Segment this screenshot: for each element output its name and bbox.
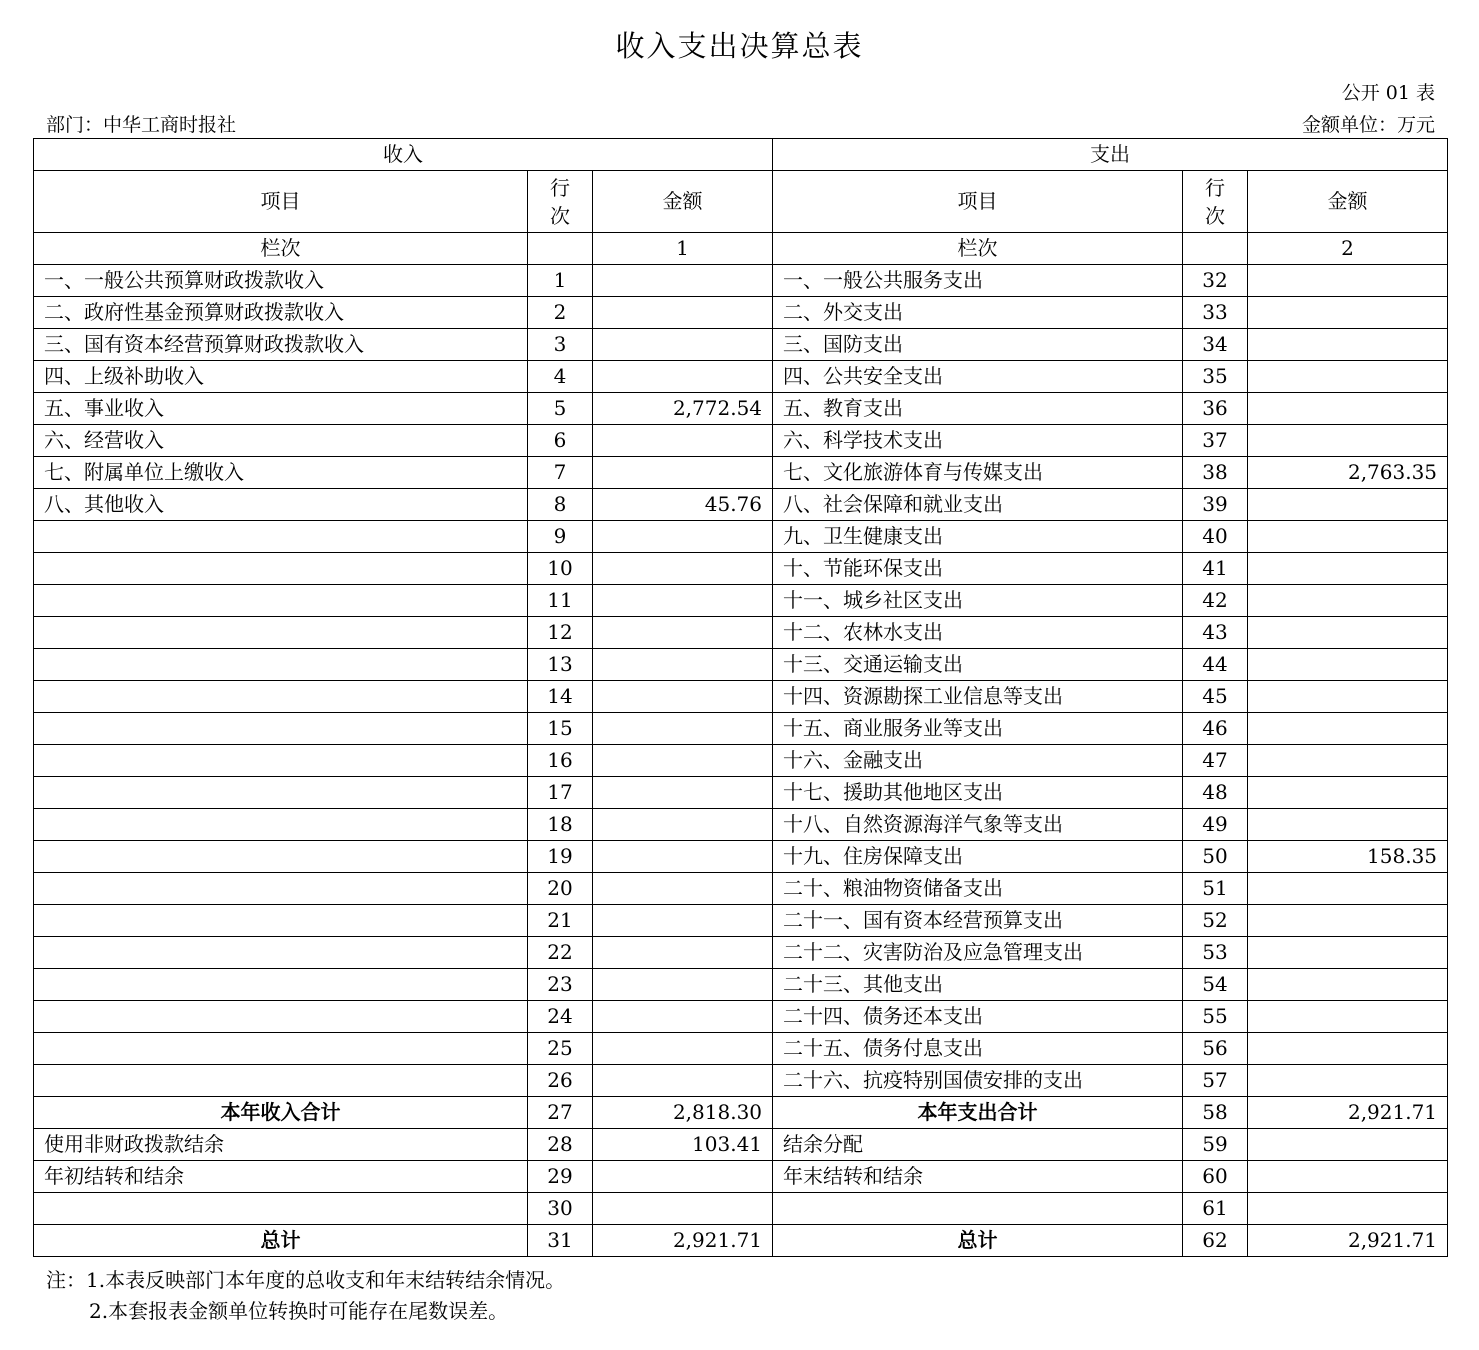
income-row-no: 2 (528, 297, 593, 329)
expense-item: 三、国防支出 (773, 329, 1183, 361)
unit-label: 金额单位：万元 (1301, 114, 1435, 136)
table-row (34, 969, 1448, 1001)
expense-amount (1248, 809, 1448, 841)
expense-item: 二十二、灾害防治及应急管理支出 (773, 937, 1183, 969)
expense-item: 十、节能环保支出 (773, 553, 1183, 585)
expense-row-no: 54 (1183, 969, 1248, 1001)
table-row (34, 265, 1448, 297)
income-amount (593, 841, 773, 873)
expense-amount (1248, 297, 1448, 329)
expense-row-no: 43 (1183, 617, 1248, 649)
expense-amount (1248, 329, 1448, 361)
expense-amount: 2,921.71 (1248, 1225, 1448, 1257)
income-amount (593, 617, 773, 649)
income-item: 二、政府性基金预算财政拨款收入 (34, 297, 528, 329)
expense-amount: 158.35 (1248, 841, 1448, 873)
rowno-char-1: 行 (550, 175, 570, 200)
expense-row-no: 41 (1183, 553, 1248, 585)
income-item: 四、上级补助收入 (34, 361, 528, 393)
income-amount (593, 1065, 773, 1097)
expense-amount: 2,921.71 (1248, 1097, 1448, 1129)
income-row-no: 14 (528, 681, 593, 713)
income-amount (593, 681, 773, 713)
expense-row-no: 33 (1183, 297, 1248, 329)
expense-item: 二、外交支出 (773, 297, 1183, 329)
expense-amount (1248, 1193, 1448, 1225)
expense-item: 二十三、其他支出 (773, 969, 1183, 1001)
expense-amount (1248, 585, 1448, 617)
expense-item: 十二、农林水支出 (773, 617, 1183, 649)
notes (46, 1265, 565, 1327)
income-row-no: 16 (528, 745, 593, 777)
expense-amount (1248, 1065, 1448, 1097)
expense-item: 一、一般公共服务支出 (773, 265, 1183, 297)
expense-amount (1248, 553, 1448, 585)
expense-item: 十五、商业服务业等支出 (773, 713, 1183, 745)
income-item (34, 745, 528, 777)
income-row-no: 27 (528, 1097, 593, 1129)
income-row-no: 5 (528, 393, 593, 425)
expense-amount (1248, 713, 1448, 745)
income-amount: 2,818.30 (593, 1097, 773, 1129)
income-row-no: 30 (528, 1193, 593, 1225)
expense-item: 十四、资源勘探工业信息等支出 (773, 681, 1183, 713)
table-row (34, 297, 1448, 329)
expense-row-no: 47 (1183, 745, 1248, 777)
table-row (34, 905, 1448, 937)
income-row-no: 29 (528, 1161, 593, 1193)
income-amount (593, 969, 773, 1001)
table-row (34, 553, 1448, 585)
expense-item: 十一、城乡社区支出 (773, 585, 1183, 617)
income-amount: 2,772.54 (593, 393, 773, 425)
income-column-index: 1 (593, 233, 773, 265)
table-row (34, 1065, 1448, 1097)
income-rowno-header (528, 171, 593, 233)
income-amount (593, 585, 773, 617)
expense-amount (1248, 521, 1448, 553)
income-amount (593, 329, 773, 361)
table-row (34, 1129, 1448, 1161)
income-amount (593, 553, 773, 585)
income-item (34, 873, 528, 905)
expense-item: 十九、住房保障支出 (773, 841, 1183, 873)
table-row (34, 1193, 1448, 1225)
income-amount (593, 745, 773, 777)
expense-item-header: 项目 (773, 171, 1183, 233)
expense-column-label: 栏次 (773, 233, 1183, 265)
income-item (34, 1065, 528, 1097)
income-row-no: 6 (528, 425, 593, 457)
income-row-no: 13 (528, 649, 593, 681)
table-row (34, 1001, 1448, 1033)
expense-row-no: 55 (1183, 1001, 1248, 1033)
income-amount (593, 809, 773, 841)
expense-amount (1248, 617, 1448, 649)
income-item (34, 585, 528, 617)
expense-item: 总计 (773, 1225, 1183, 1257)
table-row (34, 425, 1448, 457)
expense-amount (1248, 649, 1448, 681)
income-item (34, 1193, 528, 1225)
income-item (34, 617, 528, 649)
income-row-no: 28 (528, 1129, 593, 1161)
income-row-no: 18 (528, 809, 593, 841)
expense-item: 七、文化旅游体育与传媒支出 (773, 457, 1183, 489)
income-amount (593, 905, 773, 937)
expense-item: 本年支出合计 (773, 1097, 1183, 1129)
rowno-char-2: 次 (1205, 203, 1226, 228)
expense-row-no: 58 (1183, 1097, 1248, 1129)
expense-amount (1248, 1001, 1448, 1033)
expense-amount (1248, 777, 1448, 809)
expense-row-no: 50 (1183, 841, 1248, 873)
expense-item: 六、科学技术支出 (773, 425, 1183, 457)
expense-row-no: 62 (1183, 1225, 1248, 1257)
expense-row-no: 36 (1183, 393, 1248, 425)
income-row-no: 24 (528, 1001, 593, 1033)
income-row-no: 3 (528, 329, 593, 361)
note-2: 2.本套报表金额单位转换时可能存在尾数误差。 (89, 1299, 509, 1323)
table-row (34, 873, 1448, 905)
table-row (34, 649, 1448, 681)
expense-row-no: 53 (1183, 937, 1248, 969)
income-item (34, 553, 528, 585)
income-row-no: 4 (528, 361, 593, 393)
income-item (34, 969, 528, 1001)
income-amount (593, 265, 773, 297)
expense-amount (1248, 745, 1448, 777)
department-label: 部门：中华工商时报社 (46, 114, 237, 136)
income-item (34, 809, 528, 841)
table-row (34, 329, 1448, 361)
expense-item: 二十六、抗疫特别国债安排的支出 (773, 1065, 1183, 1097)
expense-row-no: 40 (1183, 521, 1248, 553)
income-item (34, 681, 528, 713)
expense-item (773, 1193, 1183, 1225)
table-row (34, 937, 1448, 969)
expense-amount (1248, 681, 1448, 713)
table-row (34, 521, 1448, 553)
empty-cell (528, 233, 593, 265)
expense-row-no: 35 (1183, 361, 1248, 393)
table-row (34, 681, 1448, 713)
income-row-no: 22 (528, 937, 593, 969)
expense-amount (1248, 489, 1448, 521)
empty-cell (1183, 233, 1248, 265)
table-row (34, 617, 1448, 649)
table-row (34, 745, 1448, 777)
expense-amount (1248, 1161, 1448, 1193)
table-row (34, 1161, 1448, 1193)
table-row (34, 1033, 1448, 1065)
income-item-header: 项目 (34, 171, 528, 233)
income-item: 总计 (34, 1225, 528, 1257)
income-row-no: 26 (528, 1065, 593, 1097)
income-amount (593, 297, 773, 329)
income-row-no: 1 (528, 265, 593, 297)
table-row (34, 1097, 1448, 1129)
income-amount (593, 873, 773, 905)
income-item: 八、其他收入 (34, 489, 528, 521)
table-row (34, 777, 1448, 809)
expense-row-no: 48 (1183, 777, 1248, 809)
income-item (34, 1001, 528, 1033)
income-item: 本年收入合计 (34, 1097, 528, 1129)
income-amount (593, 425, 773, 457)
column-index-row (34, 233, 1448, 265)
expense-amount (1248, 937, 1448, 969)
income-amount (593, 937, 773, 969)
income-row-no: 19 (528, 841, 593, 873)
expense-row-no: 42 (1183, 585, 1248, 617)
income-row-no: 12 (528, 617, 593, 649)
table-row (34, 841, 1448, 873)
expense-item: 二十五、债务付息支出 (773, 1033, 1183, 1065)
table-row (34, 809, 1448, 841)
expense-row-no: 51 (1183, 873, 1248, 905)
form-number: 公开 01 表 (1341, 82, 1435, 104)
income-row-no: 11 (528, 585, 593, 617)
income-item (34, 777, 528, 809)
expense-row-no: 61 (1183, 1193, 1248, 1225)
expense-row-no: 44 (1183, 649, 1248, 681)
expense-item: 二十、粮油物资储备支出 (773, 873, 1183, 905)
expense-row-no: 39 (1183, 489, 1248, 521)
income-amount (593, 713, 773, 745)
income-item: 三、国有资本经营预算财政拨款收入 (34, 329, 528, 361)
income-amount-header: 金额 (593, 171, 773, 233)
table-row (34, 361, 1448, 393)
expense-header: 支出 (773, 139, 1448, 171)
income-item (34, 905, 528, 937)
income-item: 七、附属单位上缴收入 (34, 457, 528, 489)
income-row-no: 23 (528, 969, 593, 1001)
expense-amount (1248, 425, 1448, 457)
income-amount (593, 1193, 773, 1225)
expense-row-no: 59 (1183, 1129, 1248, 1161)
expense-row-no: 32 (1183, 265, 1248, 297)
expense-item: 十七、援助其他地区支出 (773, 777, 1183, 809)
income-item (34, 1033, 528, 1065)
income-amount (593, 457, 773, 489)
expense-row-no: 49 (1183, 809, 1248, 841)
income-column-label: 栏次 (34, 233, 528, 265)
expense-row-no: 56 (1183, 1033, 1248, 1065)
summary-table (33, 138, 1448, 1257)
note-1: 注：1.本表反映部门本年度的总收支和年末结转结余情况。 (46, 1268, 566, 1292)
expense-amount (1248, 265, 1448, 297)
income-item: 使用非财政拨款结余 (34, 1129, 528, 1161)
expense-item: 五、教育支出 (773, 393, 1183, 425)
expense-row-no: 60 (1183, 1161, 1248, 1193)
expense-item: 十八、自然资源海洋气象等支出 (773, 809, 1183, 841)
expense-item: 四、公共安全支出 (773, 361, 1183, 393)
income-row-no: 25 (528, 1033, 593, 1065)
expense-item: 十三、交通运输支出 (773, 649, 1183, 681)
income-row-no: 9 (528, 521, 593, 553)
income-item (34, 649, 528, 681)
income-row-no: 8 (528, 489, 593, 521)
income-amount (593, 777, 773, 809)
expense-row-no: 38 (1183, 457, 1248, 489)
expense-row-no: 46 (1183, 713, 1248, 745)
table-row (34, 1225, 1448, 1257)
expense-amount (1248, 873, 1448, 905)
header-row-section (34, 139, 1448, 171)
income-item (34, 841, 528, 873)
income-item: 六、经营收入 (34, 425, 528, 457)
expense-row-no: 45 (1183, 681, 1248, 713)
expense-amount: 2,763.35 (1248, 457, 1448, 489)
expense-item: 年末结转和结余 (773, 1161, 1183, 1193)
income-row-no: 15 (528, 713, 593, 745)
income-amount (593, 1033, 773, 1065)
income-amount (593, 521, 773, 553)
income-item (34, 937, 528, 969)
expense-item: 二十四、债务还本支出 (773, 1001, 1183, 1033)
expense-column-index: 2 (1248, 233, 1448, 265)
table-row (34, 713, 1448, 745)
income-amount: 45.76 (593, 489, 773, 521)
expense-item: 十六、金融支出 (773, 745, 1183, 777)
rowno-char-2: 次 (550, 203, 570, 228)
income-item: 一、一般公共预算财政拨款收入 (34, 265, 528, 297)
expense-item: 九、卫生健康支出 (773, 521, 1183, 553)
header-row-columns (34, 171, 1448, 233)
income-row-no: 7 (528, 457, 593, 489)
income-item (34, 521, 528, 553)
income-row-no: 31 (528, 1225, 593, 1257)
expense-amount (1248, 393, 1448, 425)
table-row (34, 457, 1448, 489)
income-amount (593, 1161, 773, 1193)
expense-amount (1248, 1129, 1448, 1161)
expense-amount (1248, 905, 1448, 937)
expense-row-no: 52 (1183, 905, 1248, 937)
page-title: 收入支出决算总表 (615, 29, 864, 63)
expense-row-no: 34 (1183, 329, 1248, 361)
table-row (34, 489, 1448, 521)
expense-amount (1248, 361, 1448, 393)
income-row-no: 17 (528, 777, 593, 809)
income-amount (593, 649, 773, 681)
income-item: 年初结转和结余 (34, 1161, 528, 1193)
income-amount (593, 1001, 773, 1033)
income-row-no: 20 (528, 873, 593, 905)
expense-amount-header: 金额 (1248, 171, 1448, 233)
expense-item: 八、社会保障和就业支出 (773, 489, 1183, 521)
rowno-char-1: 行 (1205, 175, 1226, 200)
income-row-no: 21 (528, 905, 593, 937)
income-amount (593, 361, 773, 393)
income-item: 五、事业收入 (34, 393, 528, 425)
income-amount: 2,921.71 (593, 1225, 773, 1257)
income-amount: 103.41 (593, 1129, 773, 1161)
income-row-no: 10 (528, 553, 593, 585)
income-header: 收入 (34, 139, 773, 171)
expense-item: 二十一、国有资本经营预算支出 (773, 905, 1183, 937)
expense-row-no: 57 (1183, 1065, 1248, 1097)
table-row (34, 585, 1448, 617)
table-row (34, 393, 1448, 425)
income-item (34, 713, 528, 745)
expense-item: 结余分配 (773, 1129, 1183, 1161)
expense-rowno-header (1183, 171, 1248, 233)
expense-amount (1248, 969, 1448, 1001)
expense-row-no: 37 (1183, 425, 1248, 457)
expense-amount (1248, 1033, 1448, 1065)
